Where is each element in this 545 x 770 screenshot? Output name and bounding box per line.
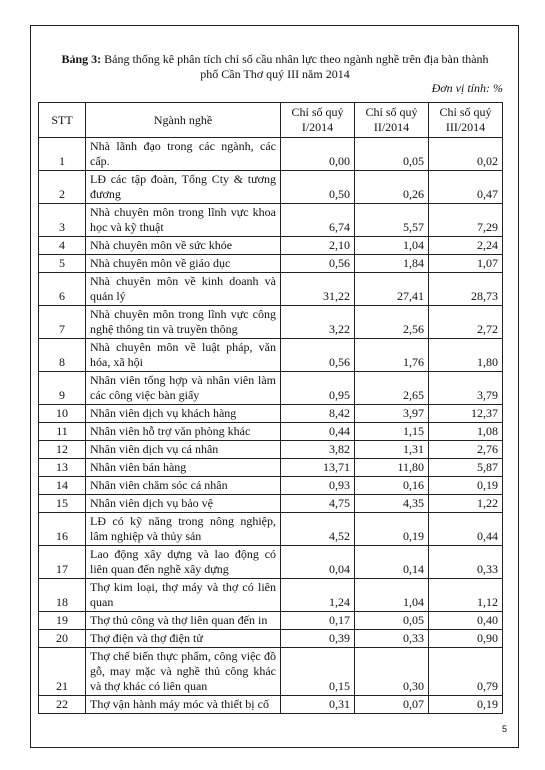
row-occupation: Thợ điện và thợ điện tử [86,630,281,648]
row-occupation: Nhân viên dịch vụ khách hàng [86,405,281,423]
row-q1: 1,24 [281,579,355,612]
row-q3: 1,08 [429,423,503,441]
row-occupation: LĐ có kỹ năng trong nông nghiệp, lâm nghiệp và thủy sản [86,513,281,546]
header-q3: Chỉ số quý III/2014 [429,103,503,138]
row-stt: 3 [39,204,86,237]
row-q1: 0,95 [281,372,355,405]
header-row [39,103,503,138]
row-occupation: Nhà chuyên môn trong lĩnh vực khoa học và kỹ thuật [86,204,281,237]
row-stt: 19 [39,612,86,630]
table-row [39,255,503,273]
table-row [39,372,503,405]
row-occupation: Nhà chuyên môn về giáo dục [86,255,281,273]
row-q2: 5,57 [355,204,429,237]
row-stt: 13 [39,459,86,477]
row-q3: 1,22 [429,495,503,513]
table-row [39,459,503,477]
row-occupation: Thợ thủ công và thợ liên quan đến in [86,612,281,630]
row-q1: 0,31 [281,696,355,714]
unit-note: Đơn vị tính: % [431,81,503,95]
row-q2: 0,05 [355,612,429,630]
row-stt: 4 [39,237,86,255]
table-row [39,579,503,612]
page-number: 5 [502,724,508,734]
row-stt: 5 [39,255,86,273]
row-q3: 1,07 [429,255,503,273]
row-q2: 0,33 [355,630,429,648]
row-q3: 2,76 [429,441,503,459]
table-row [39,696,503,714]
row-stt: 7 [39,306,86,339]
row-stt: 18 [39,579,86,612]
row-occupation: Nhà lãnh đạo trong các ngành, các cấp. [86,138,281,171]
row-q1: 0,15 [281,648,355,696]
table-row [39,648,503,696]
table-row [39,306,503,339]
row-q2: 1,31 [355,441,429,459]
row-q3: 3,79 [429,372,503,405]
row-occupation: Nhân viên hỗ trợ văn phòng khác [86,423,281,441]
row-stt: 12 [39,441,86,459]
row-q3: 0,40 [429,612,503,630]
row-q3: 5,87 [429,459,503,477]
table-row [39,513,503,546]
table-row [39,204,503,237]
row-occupation: Thợ chế biến thực phẩm, công việc đồ gỗ, may mặc và nghề thủ công khác và thợ khác có liên quan [86,648,281,696]
table-row [39,612,503,630]
table-row [39,546,503,579]
table-row [39,339,503,372]
row-occupation: Nhà chuyên môn về sức khỏe [86,237,281,255]
row-q2: 11,80 [355,459,429,477]
row-q3: 0,79 [429,648,503,696]
row-occupation: Nhà chuyên môn về luật pháp, văn hóa, xã hội [86,339,281,372]
row-stt: 16 [39,513,86,546]
row-occupation: Nhân viên tổng hợp và nhân viên làm các công việc bàn giấy [86,372,281,405]
table-caption [60,52,490,82]
table-row [39,441,503,459]
row-q2: 0,16 [355,477,429,495]
row-occupation: Thợ kim loại, thợ máy và thợ có liên quan [86,579,281,612]
row-stt: 6 [39,273,86,306]
row-stt: 15 [39,495,86,513]
caption-text: Bảng thống kê phân tích chỉ số cầu nhân lực theo ngành nghề trên địa bàn thành phố Cần Thơ quý III năm 2014 [104,52,489,81]
row-q3: 0,33 [429,546,503,579]
row-q1: 31,22 [281,273,355,306]
table-row [39,138,503,171]
row-q1: 4,52 [281,513,355,546]
row-stt: 17 [39,546,86,579]
row-q3: 0,02 [429,138,503,171]
row-q2: 1,76 [355,339,429,372]
row-q1: 0,04 [281,546,355,579]
row-q1: 8,42 [281,405,355,423]
row-q1: 13,71 [281,459,355,477]
row-q3: 1,12 [429,579,503,612]
row-stt: 9 [39,372,86,405]
table-row [39,237,503,255]
row-q2: 0,19 [355,513,429,546]
row-q3: 2,24 [429,237,503,255]
row-q1: 0,50 [281,171,355,204]
row-occupation: Nhà chuyên môn về kinh doanh và quản lý [86,273,281,306]
row-stt: 1 [39,138,86,171]
row-q3: 0,19 [429,477,503,495]
row-stt: 10 [39,405,86,423]
header-q1: Chỉ số quý I/2014 [281,103,355,138]
row-q2: 27,41 [355,273,429,306]
row-q3: 28,73 [429,273,503,306]
row-stt: 8 [39,339,86,372]
row-q2: 1,04 [355,579,429,612]
row-q1: 0,39 [281,630,355,648]
row-q1: 6,74 [281,204,355,237]
row-q1: 0,93 [281,477,355,495]
row-q1: 0,17 [281,612,355,630]
row-q2: 0,26 [355,171,429,204]
row-q1: 3,82 [281,441,355,459]
row-q3: 7,29 [429,204,503,237]
header-occupation: Ngành nghề [86,103,281,138]
row-occupation: Nhân viên dịch vụ cá nhân [86,441,281,459]
row-occupation: LĐ các tập đoàn, Tổng Cty & tương đương [86,171,281,204]
table-row [39,423,503,441]
row-q1: 3,22 [281,306,355,339]
row-stt: 14 [39,477,86,495]
row-stt: 2 [39,171,86,204]
row-q1: 0,56 [281,255,355,273]
table-row [39,495,503,513]
row-q2: 4,35 [355,495,429,513]
row-q2: 2,65 [355,372,429,405]
caption-label: Bảng 3: [61,52,102,66]
statistics-table [38,102,503,714]
row-q1: 4,75 [281,495,355,513]
row-q2: 1,04 [355,237,429,255]
row-occupation: Nhân viên dịch vụ bảo vệ [86,495,281,513]
row-stt: 21 [39,648,86,696]
row-occupation: Nhân viên chăm sóc cá nhân [86,477,281,495]
row-q1: 2,10 [281,237,355,255]
row-q3: 0,44 [429,513,503,546]
row-q2: 0,05 [355,138,429,171]
row-q2: 0,07 [355,696,429,714]
row-q2: 1,15 [355,423,429,441]
row-q1: 0,44 [281,423,355,441]
row-q1: 0,00 [281,138,355,171]
row-stt: 11 [39,423,86,441]
table-row [39,477,503,495]
header-q2: Chỉ số quý II/2014 [355,103,429,138]
row-q3: 1,80 [429,339,503,372]
row-occupation: Nhân viên bán hàng [86,459,281,477]
row-q3: 2,72 [429,306,503,339]
header-stt: STT [39,103,86,138]
table-row [39,273,503,306]
row-occupation: Thợ vận hành máy móc và thiết bị cố [86,696,281,714]
row-q3: 0,47 [429,171,503,204]
row-q2: 1,84 [355,255,429,273]
table-row [39,171,503,204]
row-q1: 0,56 [281,339,355,372]
row-occupation: Lao động xây dựng và lao động có liên quan đến nghề xây dựng [86,546,281,579]
table-row [39,405,503,423]
row-q3: 0,90 [429,630,503,648]
table-row [39,630,503,648]
row-q2: 2,56 [355,306,429,339]
row-q3: 0,19 [429,696,503,714]
row-q2: 0,30 [355,648,429,696]
row-q2: 0,14 [355,546,429,579]
row-stt: 20 [39,630,86,648]
row-occupation: Nhà chuyên môn trong lĩnh vực công nghệ thông tin và truyền thông [86,306,281,339]
row-q3: 12,37 [429,405,503,423]
row-q2: 3,97 [355,405,429,423]
row-stt: 22 [39,696,86,714]
